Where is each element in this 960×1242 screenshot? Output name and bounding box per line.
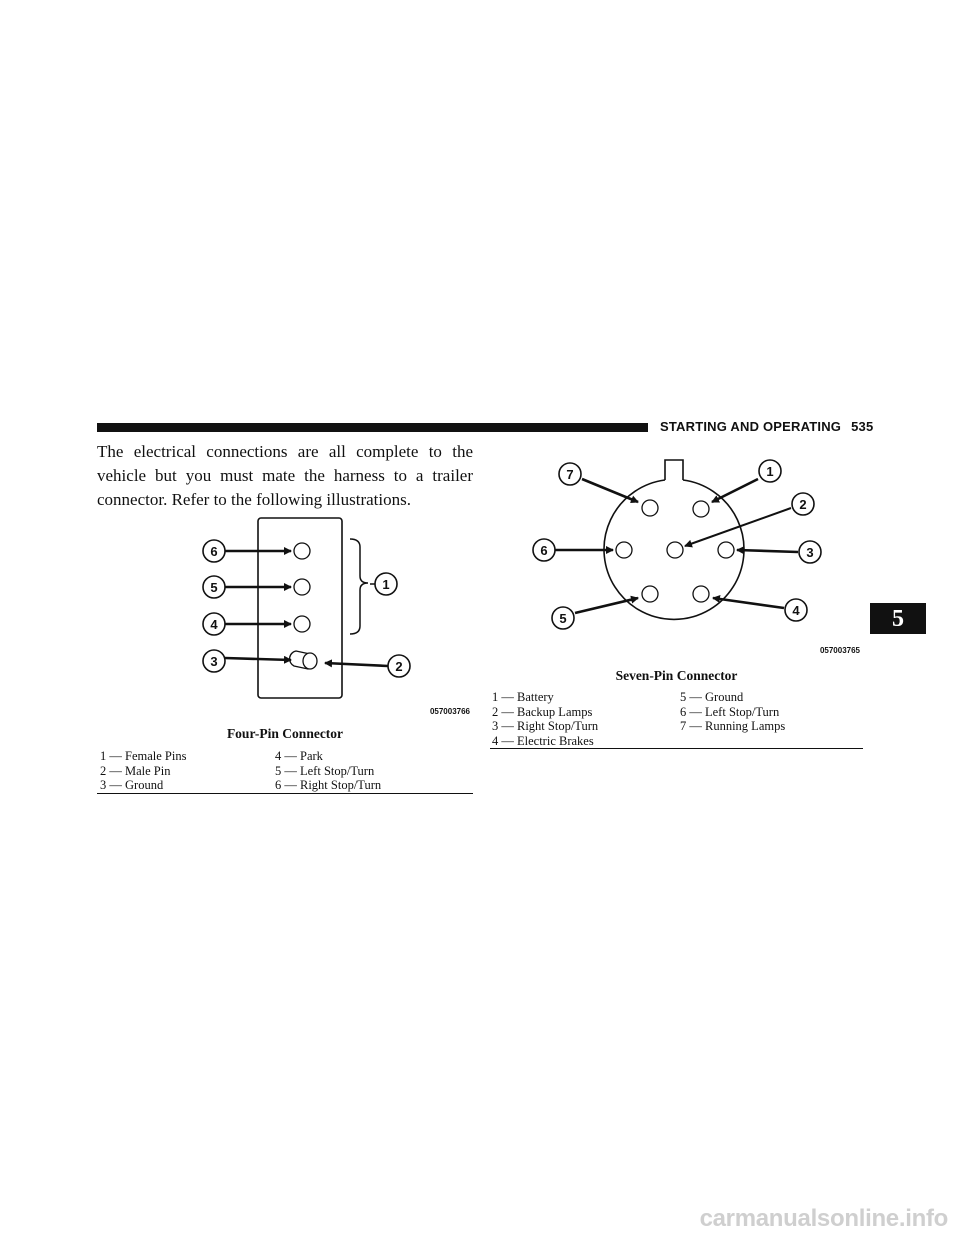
seven-pin-rule	[490, 748, 863, 749]
legend-item: 6 — Left Stop/Turn	[680, 704, 780, 719]
svg-text:5: 5	[210, 580, 218, 595]
pin-6	[616, 542, 632, 558]
svg-text:4: 4	[792, 603, 800, 618]
footer-watermark: carmanualsonline.info	[699, 1205, 948, 1232]
seven-pin-image-code: 057003765	[819, 646, 860, 655]
chapter-tab: 5	[870, 603, 926, 634]
legend-item: 6 — Right Stop/Turn	[275, 778, 382, 792]
legend-item: 4 — Park	[275, 749, 323, 763]
seven-pin-legend	[492, 690, 862, 748]
seven-pin-connector-diagram	[520, 455, 870, 660]
legend-item: 4 — Electric Brakes	[492, 733, 594, 748]
legend-item: 2 — Backup Lamps	[492, 704, 593, 719]
legend-item: 1 — Female Pins	[100, 749, 187, 763]
pin-3	[718, 542, 734, 558]
pin-5	[294, 579, 310, 595]
legend-item: 1 — Battery	[492, 690, 554, 704]
pin-1	[693, 501, 709, 517]
section-title: STARTING AND OPERATING	[660, 419, 842, 434]
callout-5	[203, 576, 225, 598]
callout-2	[388, 655, 410, 677]
svg-text:6: 6	[540, 543, 548, 558]
pin-4	[294, 616, 310, 632]
svg-text:2: 2	[799, 497, 807, 512]
pin-4	[693, 586, 709, 602]
legend-item: 2 — Male Pin	[100, 763, 171, 778]
pin-6	[294, 543, 310, 559]
legend-item: 7 — Running Lamps	[680, 719, 786, 733]
four-pin-legend	[100, 749, 472, 793]
svg-text:3: 3	[210, 654, 218, 669]
legend-item: 3 — Ground	[100, 778, 164, 792]
callout-4	[203, 613, 225, 635]
intro-paragraph: The electrical connections are all complete to the vehicle but you must mate the harness to a trailer connector. Refer to the following illustrations.	[97, 442, 473, 509]
callout-1	[375, 573, 397, 595]
running-header	[660, 419, 873, 434]
four-pin-connector-diagram	[190, 510, 480, 720]
pin-7	[642, 500, 658, 516]
pin-2	[667, 542, 683, 558]
four-pin-image-code: 057003766	[429, 707, 470, 716]
callout-6	[533, 539, 555, 561]
callout-5	[552, 607, 574, 629]
svg-text:1: 1	[382, 577, 390, 592]
svg-text:7: 7	[566, 467, 574, 482]
four-pin-rule	[97, 793, 473, 794]
callout-2	[792, 493, 814, 515]
callout-1	[759, 460, 781, 482]
four-pin-caption: Four-Pin Connector	[226, 726, 344, 741]
legend-item: 5 — Ground	[680, 690, 744, 704]
pin-5	[642, 586, 658, 602]
svg-text:1: 1	[766, 464, 774, 479]
legend-item: 3 — Right Stop/Turn	[492, 719, 599, 733]
svg-text:5: 5	[559, 611, 567, 626]
callout-6	[203, 540, 225, 562]
page-number: 535	[851, 419, 874, 434]
header-rule-bar	[97, 423, 648, 432]
svg-text:2: 2	[395, 659, 403, 674]
callout-3	[203, 650, 225, 672]
svg-text:6: 6	[210, 544, 218, 559]
callout-4	[785, 599, 807, 621]
callout-3	[799, 541, 821, 563]
svg-text:3: 3	[806, 545, 814, 560]
legend-item: 5 — Left Stop/Turn	[275, 763, 375, 778]
callout-7	[559, 463, 581, 485]
seven-pin-caption: Seven-Pin Connector	[615, 668, 738, 683]
svg-text:4: 4	[210, 617, 218, 632]
